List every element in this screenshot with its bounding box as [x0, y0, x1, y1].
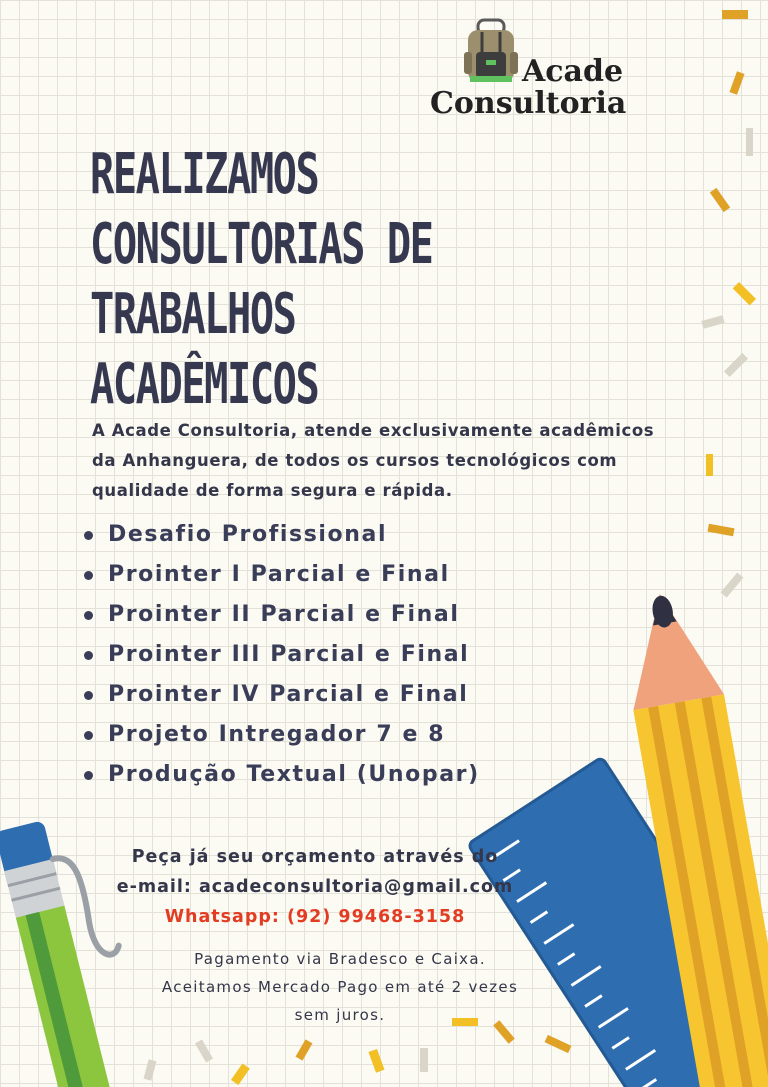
payment-info	[110, 945, 570, 1029]
intro-line: da Anhanguera, de todos os cursos tecnológicos com	[92, 451, 618, 470]
intro-line: qualidade de forma segura e rápida.	[92, 481, 453, 500]
contact-cta: Peça já seu orçamento através do	[131, 847, 499, 867]
list-item: Prointer II Parcial e Final	[80, 595, 480, 635]
intro-line: A Acade Consultoria, atende exclusivamente acadêmicos	[92, 421, 655, 440]
payment-line: Pagamento via Bradesco e Caixa.	[194, 950, 486, 968]
headline-line: TRABALHOS ACADÊMICOS	[90, 282, 319, 417]
brand-name-line2: Consultoria	[430, 86, 627, 121]
list-item: Projeto Intregador 7 e 8	[80, 715, 480, 755]
list-item: Produção Textual (Unopar)	[80, 755, 480, 795]
list-item: Prointer IV Parcial e Final	[80, 675, 480, 715]
headline	[90, 140, 536, 420]
list-item: Prointer III Parcial e Final	[80, 635, 480, 675]
headline-line: REALIZAMOS	[90, 142, 319, 207]
list-item: Desafio Profissional	[80, 515, 480, 555]
logo	[430, 18, 660, 128]
backpack-icon	[460, 18, 522, 86]
list-item: Prointer I Parcial e Final	[80, 555, 480, 595]
contact-block	[100, 842, 530, 932]
contact-whatsapp[interactable]: Whatsapp: (92) 99468-3158	[164, 907, 466, 927]
payment-line: sem juros.	[294, 1006, 386, 1024]
brand-name-line1: Acade	[522, 54, 624, 89]
payment-line: Aceitamos Mercado Pago em até 2 vezes	[161, 978, 519, 996]
headline-line: CONSULTORIAS DE	[90, 212, 433, 277]
intro-paragraph	[92, 416, 732, 506]
contact-email[interactable]: e-mail: acadeconsultoria@gmail.com	[116, 877, 514, 897]
services-list	[80, 515, 480, 795]
